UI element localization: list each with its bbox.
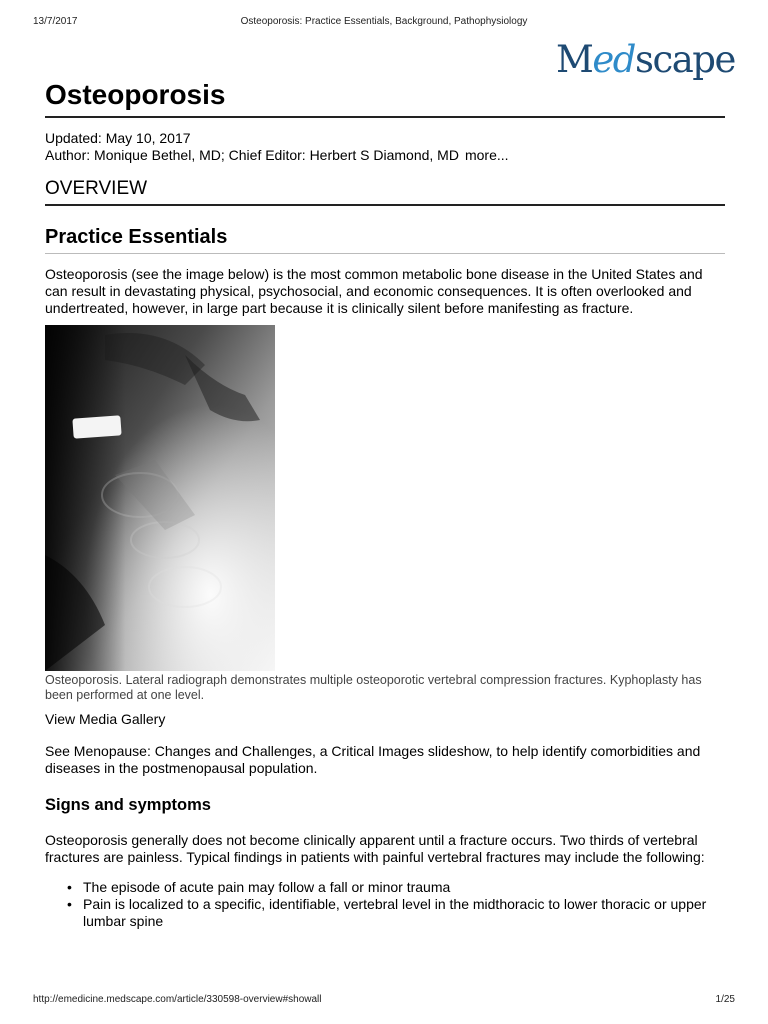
list-item	[67, 879, 725, 896]
print-url: http://emedicine.medscape.com/article/330598-overview#showall	[33, 994, 322, 1005]
print-footer	[0, 994, 768, 1008]
list-item	[67, 896, 725, 930]
logo-part-m: M	[556, 38, 593, 81]
section-heading-practice-essentials: Practice Essentials	[45, 224, 725, 254]
article-meta	[45, 130, 725, 164]
bullet-icon: •	[67, 879, 72, 895]
signs-symptoms-heading: Signs and symptoms	[45, 796, 211, 814]
page-title: Osteoporosis	[45, 78, 725, 118]
author-line	[45, 147, 725, 164]
intro-paragraph: Osteoporosis (see the image below) is the most common metabolic bone disease in the United States and can result in devastating physical, psychosocial, and economic consequences. It is often overlooked and undertreated, however, in large part because it is clinically silent before manifesting as fracture.	[45, 266, 703, 316]
article-content	[45, 78, 725, 930]
figure-caption: Osteoporosis. Lateral radiograph demonstrates multiple osteoporotic vertebral compression fractures. Kyphoplasty has been performed at one level.	[45, 673, 702, 702]
print-date: 13/7/2017	[33, 16, 78, 27]
page-number: 1/25	[715, 994, 735, 1005]
see-also-paragraph: See Menopause: Changes and Challenges, a Critical Images slideshow, to help identify comorbidities and diseases in the postmenopausal population.	[45, 743, 701, 776]
logo-part-scape: scape	[634, 38, 735, 81]
findings-list	[45, 879, 725, 930]
logo-part-ed: ed	[592, 38, 635, 81]
print-page-title: Osteoporosis: Practice Essentials, Background, Pathophysiology	[240, 16, 528, 27]
medscape-logo[interactable]	[556, 38, 735, 81]
view-media-gallery-link[interactable]: View Media Gallery	[45, 711, 166, 727]
signs-paragraph: Osteoporosis generally does not become clinically apparent until a fracture occurs. Two thirds of vertebral fractures are painless. Typical findings in patients with painful vertebral fractures may include the following:	[45, 832, 705, 865]
bullet-icon: •	[67, 896, 72, 912]
list-item-text: Pain is localized to a specific, identifiable, vertebral level in the midthoracic to lower thoracic or upper lumbar spine	[83, 896, 707, 929]
overview-heading: OVERVIEW	[45, 177, 725, 206]
updated-date: Updated: May 10, 2017	[45, 130, 191, 146]
more-link[interactable]: more...	[464, 147, 509, 163]
authors-text: Author: Monique Bethel, MD; Chief Editor: Herbert S Diamond, MD	[45, 147, 459, 163]
radiograph-image[interactable]	[45, 325, 275, 671]
list-item-text: The episode of acute pain may follow a fall or minor trauma	[83, 879, 451, 895]
print-header	[0, 16, 768, 30]
